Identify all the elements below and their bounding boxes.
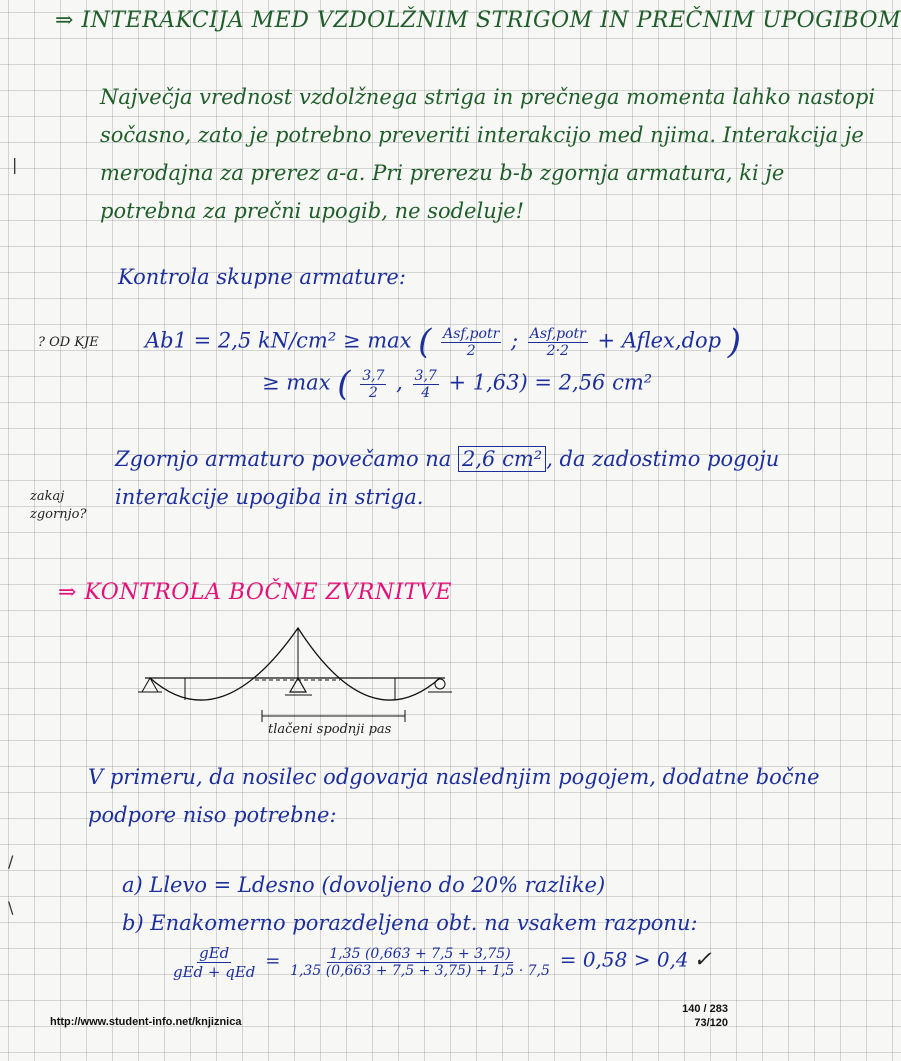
fraction-numerator: 1,35 (0,663 + 7,5 + 3,75) bbox=[329, 946, 511, 962]
result: = 0,58 > 0,4 bbox=[559, 947, 689, 972]
arrow-icon: ⇒ bbox=[55, 8, 82, 33]
fraction bbox=[441, 326, 501, 359]
paragraph-line: sočasno, zato je potrebno preveriti interakcijo med njima. Interakcija je bbox=[100, 123, 864, 147]
right-support-icon bbox=[435, 679, 445, 689]
paragraph-line: podpore niso potrebne: bbox=[88, 803, 337, 827]
section2-heading: ⇒ KONTROLA BOČNE ZVRNITVE bbox=[58, 580, 452, 605]
conclusion-line-1: Zgornjo armaturo povečamo na 2,6 cm² , da zadostimo pogoju bbox=[115, 447, 780, 471]
formula-line-2 bbox=[262, 364, 652, 404]
fraction bbox=[413, 368, 439, 401]
paragraph-line: merodajna za prerez a-a. Pri prerezu b-b zgornja armatura, ki je bbox=[100, 161, 785, 185]
boxed-value: 2,6 cm² bbox=[458, 446, 546, 472]
margin-mark: | bbox=[12, 155, 18, 174]
item-a: a) Llevo = Ldesno (dovoljeno do 20% razlike) bbox=[122, 873, 606, 897]
page-number: 73/120 bbox=[694, 1017, 728, 1029]
fraction-denominator: 4 bbox=[421, 384, 431, 401]
footer-page-numbers bbox=[682, 1002, 728, 1030]
bracket-close: ) bbox=[727, 322, 742, 362]
bracket-open: ( bbox=[337, 364, 351, 404]
paragraph-line: V primeru, da nosilec odgovarja naslednjim pogojem, dodatne bočne bbox=[88, 765, 820, 789]
formula-line-1 bbox=[145, 322, 741, 362]
formula2-prefix: ≥ max bbox=[262, 370, 331, 395]
formula2-tail: + 1,63) = 2,56 cm² bbox=[448, 370, 653, 395]
fraction-numerator: Asf,potr bbox=[443, 325, 500, 342]
margin-mark: \ bbox=[8, 898, 14, 917]
footer-url: http://www.student-info.net/knjiznica bbox=[50, 1016, 242, 1028]
fraction bbox=[360, 368, 386, 401]
fraction-denominator: 1,35 (0,663 + 7,5 + 3,75) + 1,5 · 7,5 bbox=[290, 963, 550, 979]
fraction-numerator: 3,7 bbox=[362, 367, 385, 384]
formula-tail: + Aflex,dop bbox=[597, 328, 722, 353]
section1-paragraph bbox=[100, 78, 875, 230]
final-formula bbox=[168, 944, 712, 981]
paragraph-line: potrebna za prečni upogib, ne sodeluje! bbox=[100, 199, 525, 223]
separator: , bbox=[396, 370, 403, 395]
item-b: b) Enakomerno porazdeljena obt. na vsakem razponu: bbox=[122, 911, 698, 935]
section1-heading: ⇒ INTERAKCIJA MED VZDOLŽNIM STRIGOM IN PREČNIM UPOGIBOM bbox=[55, 8, 901, 33]
fraction-denominator: 2·2 bbox=[546, 342, 569, 359]
equals: = bbox=[265, 950, 281, 972]
paragraph-line: Največja vrednost vzdolžnega striga in prečnega momenta lahko nastopi bbox=[100, 85, 876, 109]
fraction bbox=[171, 944, 257, 981]
diagram-label: tlačeni spodnji pas bbox=[268, 722, 392, 737]
side-question: zakaj zgornjo? bbox=[30, 489, 87, 522]
fraction-denominator: 2 bbox=[368, 384, 378, 401]
fraction-numerator: gEd bbox=[199, 944, 230, 962]
check-icon: ✓ bbox=[693, 947, 712, 973]
arrow-icon: ⇒ bbox=[58, 580, 85, 605]
middle-support-icon bbox=[290, 678, 306, 692]
fraction bbox=[288, 946, 552, 979]
section1-subheading: Kontrola skupne armature: bbox=[118, 265, 406, 289]
section1-conclusion bbox=[115, 440, 779, 516]
margin-note: ? OD KJE bbox=[38, 335, 99, 350]
fraction-numerator: 3,7 bbox=[414, 367, 437, 384]
separator: ; bbox=[510, 328, 519, 353]
fraction-numerator: Asf,potr bbox=[529, 325, 586, 342]
conclusion-line-2: interakcije upogiba in striga. bbox=[115, 485, 424, 509]
fraction-denominator: 2 bbox=[466, 342, 476, 359]
fraction-denominator: gEd + qEd bbox=[173, 963, 256, 981]
page-number: 140 / 283 bbox=[682, 1003, 728, 1015]
formula-lhs: Ab1 = 2,5 kN/cm² ≥ max bbox=[145, 328, 412, 353]
fraction bbox=[528, 326, 588, 359]
margin-mark: / bbox=[8, 852, 14, 871]
bracket-open: ( bbox=[418, 322, 432, 362]
left-support-icon bbox=[142, 678, 158, 692]
section2-paragraph bbox=[88, 758, 820, 834]
moment-curve bbox=[150, 628, 440, 700]
